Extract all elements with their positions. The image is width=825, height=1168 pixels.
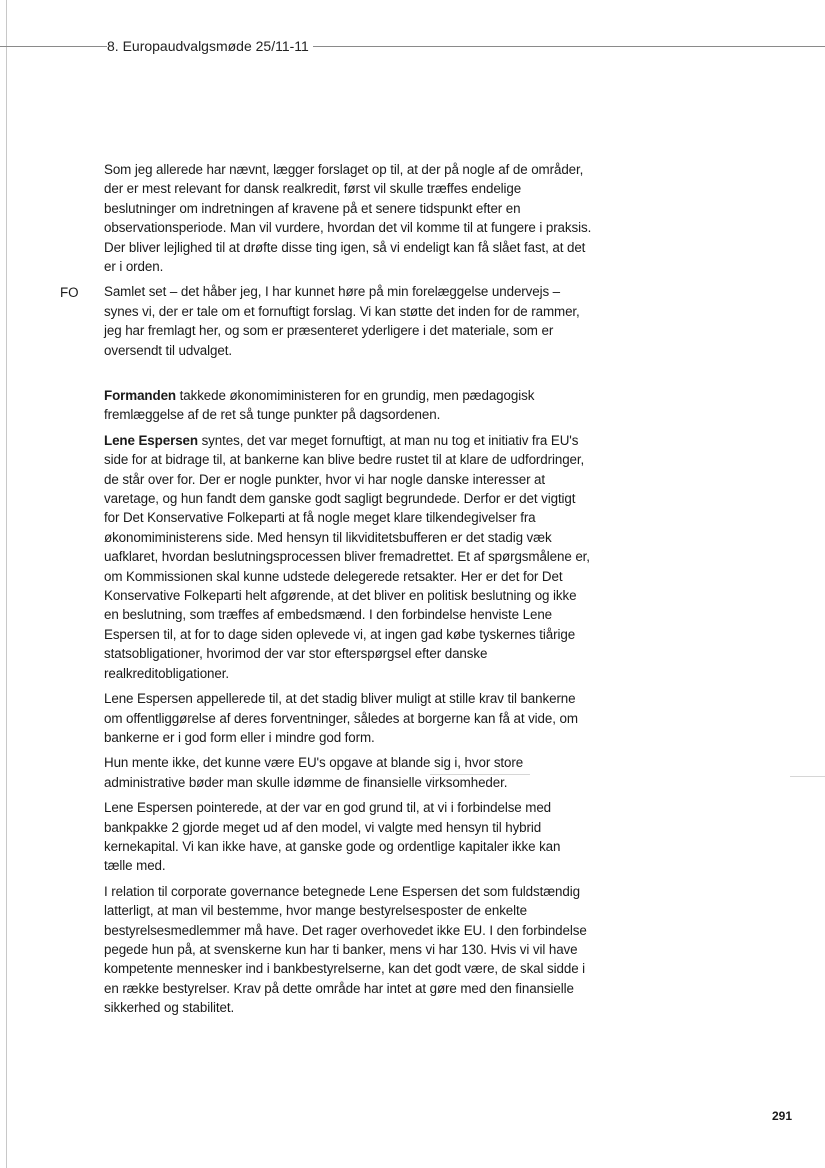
paragraph-text: syntes, det var meget fornuftigt, at man nu tog et initiativ fra EU's side for at bidrage til, at bankerne kan blive bedre rustet til at klare de udfordringer, de står over for. Der er nogle punkter, hvor vi har nogle danske interesser at varetage, og hun fandt dem ganske godt sagligt begrundede. Derfor er det vigtigt for Det Konservative Folkeparti at få nogle meget klare tilkendegivelser fra økonomiministerens side. Med hensyn til likviditetsbufferen er det stadig væk uafklaret, hvordan beslutningsprocessen bliver fremadrettet. Et af spørgsmålene er, om Kommissionen skal kunne udstede delegerede retsakter. Her er det for Det Konservative Folkeparti helt afgørende, at det bliver en politisk beslutning og ikke en beslutning, som træffes af embedsmænd. I den forbindelse henviste Lene Espersen til, at for to dage siden oplevede vi, at ingen gad købe tyskernes tiårige statsobligationer, hvorimod der var stor efterspørgsel efter danske realkreditobligationer. xyxy=(104,432,590,681)
speaker-name: Lene Espersen xyxy=(104,432,198,448)
scan-artifact xyxy=(430,774,530,775)
page-number: 291 xyxy=(772,1109,793,1123)
paragraph: Hun mente ikke, det kunne være EU's opgave at blande sig i, hvor store administrative bøder man skulle idømme de finansielle virksomheder. xyxy=(104,755,524,790)
paragraph: Som jeg allerede har nævnt, lægger forslaget op til, at der på nogle af de områder, der er mest relevant for dansk realkredit, først vil skulle træffes endelige beslutninger om indretningen af kravene på et senere tidspunkt efter en observationsperiode. Man vil vurdere, hvordan det vil komme til at fungere i praksis. Der bliver lejlighed til at drøfte disse ting igen, så vi endeligt kan få slået fast, at det er i orden. xyxy=(104,162,592,275)
paragraph: Lene Espersen pointerede, at der var en god grund til, at vi i forbindelse med bankpakke 2 gjorde meget ud af den model, vi valgte med hensyn til hybrid kernekapital. Vi kan ikke have, at ganske gode og ordentlige kapitaler ikke kan tælle med. xyxy=(104,800,561,874)
paragraph: Samlet set – det håber jeg, I har kunnet høre på min forelæggelse undervejs – synes vi, der er tale om et fornuftigt forslag. Vi kan støtte det inden for de rammer, jeg har fremlagt her, og som er præsenteret yderligere i det materiale, som er oversendt til udvalget. xyxy=(104,284,580,358)
scan-edge xyxy=(6,0,7,1168)
scan-artifact xyxy=(790,776,825,777)
paragraph xyxy=(104,386,592,425)
minister-statement xyxy=(104,160,592,366)
running-header: 8. Europaudvalgsmøde 25/11-11 xyxy=(107,37,313,55)
paragraph-text: takkede økonomiministeren for en grundig, men pædagogisk fremlæggelse af de ret så tunge punkter på dagsordenen. xyxy=(104,388,535,423)
paragraph: I relation til corporate governance betegnede Lene Espersen det som fuldstændig latterligt, at man vil bestemme, hvor mange bestyrelsesposter de enkelte bestyrelsesmedlemmer må have. Det rager overhovedet ikke EU. I den forbindelse pegede hun på, at svenskerne kun har ti banker, mens vi har 130. Hvis vi vil have kompetente mennesker ind i bankbestyrelserne, kan det godt være, de skal sidde i en række bestyrelser. Krav på dette område har intet at gøre med den finansielle sikkerhed og stabilitet. xyxy=(104,883,587,1016)
margin-label: FO xyxy=(60,285,79,300)
committee-discussion xyxy=(104,386,592,1024)
paragraph: Lene Espersen appellerede til, at det stadig bliver muligt at stille krav til bankerne om offentliggørelse af deres forventninger, således at borgerne kan få at vide, om bankerne er i god form eller i mindre god form. xyxy=(104,691,578,745)
speaker-name: Formanden xyxy=(104,388,177,403)
paragraph xyxy=(104,431,592,683)
